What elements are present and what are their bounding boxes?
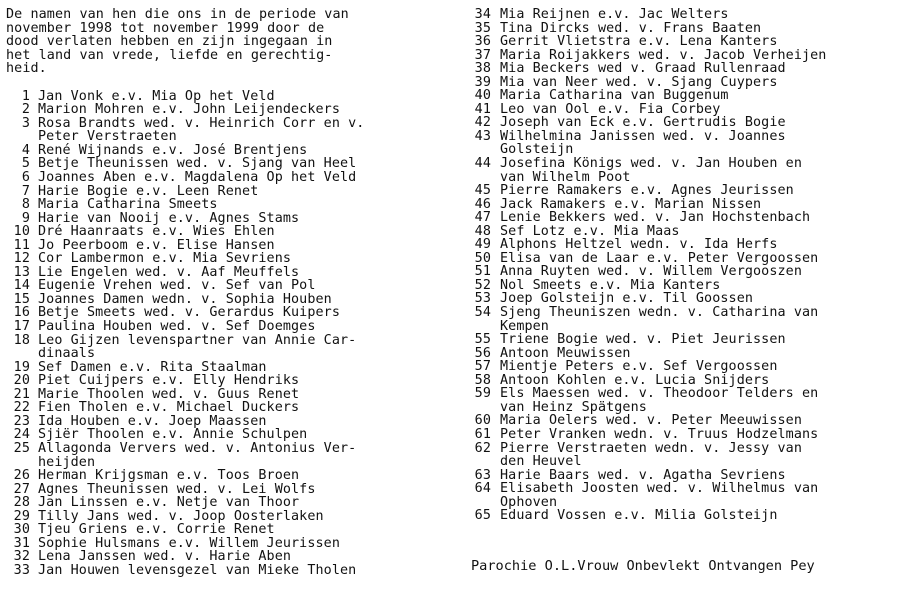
entry-name: Triene Bogie wed. v. Piet Jeurissen <box>500 332 786 348</box>
entry-name: Elisa van de Laar e.v. Peter Vergoossen <box>500 250 819 266</box>
list-item <box>6 320 446 334</box>
entry-name: Joannes Aben e.v. Magdalena Op het Veld <box>38 170 357 186</box>
entry-number: 32 <box>13 549 30 565</box>
list-item <box>470 428 898 442</box>
list-item <box>470 482 898 509</box>
list-item <box>6 564 446 578</box>
entry-number: 3 <box>21 115 30 131</box>
entry-name: Sophie Hulsmans e.v. Willem Jeurissen <box>38 535 340 551</box>
entry-number: 29 <box>13 508 30 524</box>
entry-number: 42 <box>474 115 491 131</box>
entry-name: Nol Smeets e.v. Mia Kanters <box>500 277 721 293</box>
entry-name: Piet Cuijpers e.v. Elly Hendriks <box>38 373 300 389</box>
list-item <box>470 62 898 76</box>
list-item <box>470 198 898 212</box>
entry-name: Herman Krijgsman e.v. Toos Broen <box>38 468 300 484</box>
list-item <box>470 211 898 225</box>
list-item <box>6 90 446 104</box>
entry-number: 50 <box>474 250 491 266</box>
entry-number: 8 <box>21 197 30 213</box>
entry-name: Mientje Peters e.v. Sef Vergoossen <box>500 359 778 375</box>
entry-number: 25 <box>13 440 30 456</box>
entry-number: 40 <box>474 88 491 104</box>
list-item <box>6 171 446 185</box>
list-item <box>6 185 446 199</box>
entry-number: 64 <box>474 481 491 497</box>
entry-name: Leo van Ool e.v. Fia Corbey <box>500 101 721 117</box>
list-item <box>470 8 898 22</box>
entry-name: Allagonda Ververs wed. v. Antonius Ver- heijden <box>38 440 357 470</box>
list-item <box>470 35 898 49</box>
entry-number: 35 <box>474 20 491 36</box>
entry-number: 38 <box>474 61 491 77</box>
entry-number: 6 <box>21 170 30 186</box>
entry-name: Sef Lotz e.v. Mia Maas <box>500 223 680 239</box>
list-item <box>6 266 446 280</box>
list-item <box>470 49 898 63</box>
list-item <box>470 374 898 388</box>
entry-name: Maria Catharina Smeets <box>38 197 218 213</box>
entry-name: Harie van Nooij e.v. Agnes Stams <box>38 210 300 226</box>
entry-number: 1 <box>21 88 30 104</box>
entry-name: Cor Lambermon e.v. Mia Sevriens <box>38 251 292 267</box>
entry-name: Ida Houben e.v. Joep Maassen <box>38 413 267 429</box>
entry-name: Betje Smeets wed. v. Gerardus Kuipers <box>38 305 340 321</box>
entry-name: Mia Beckers wed v. Graad Rullenraad <box>500 61 786 77</box>
entry-name: Lena Janssen wed. v. Harie Aben <box>38 549 292 565</box>
list-item <box>470 157 898 184</box>
deceased-list-right <box>470 8 898 523</box>
list-item <box>470 442 898 469</box>
entry-number: 55 <box>474 332 491 348</box>
list-item <box>6 550 446 564</box>
entry-number: 23 <box>13 413 30 429</box>
entry-number: 30 <box>13 522 30 538</box>
entry-number: 11 <box>13 237 30 253</box>
entry-number: 16 <box>13 305 30 321</box>
entry-name: Elisabeth Joosten wed. v. Wilhelmus van Ophoven <box>500 481 819 510</box>
entry-name: Jo Peerboom e.v. Elise Hansen <box>38 237 275 253</box>
entry-number: 47 <box>474 210 491 226</box>
list-item <box>470 414 898 428</box>
entry-name: Maria Oelers wed. v. Peter Meeuwissen <box>500 413 802 429</box>
entry-number: 20 <box>13 373 30 389</box>
list-item <box>6 496 446 510</box>
entry-number: 10 <box>13 224 30 240</box>
entry-name: Harie Baars wed. v. Agatha Sevriens <box>500 467 786 483</box>
entry-number: 21 <box>13 386 30 402</box>
list-item <box>6 239 446 253</box>
entry-name: Tjeu Griens e.v. Corrie Renet <box>38 522 275 538</box>
entry-number: 60 <box>474 413 491 429</box>
list-item <box>470 265 898 279</box>
entry-name: Jan Vonk e.v. Mia Op het Veld <box>38 88 275 104</box>
entry-number: 28 <box>13 495 30 511</box>
intro-paragraph: De namen van hen die ons in de periode van november 1998 tot november 1999 door de dood verlaten hebben en zijn ingegaan in het land van vrede, liefde en gerechtig- heid. <box>6 7 349 77</box>
list-item <box>470 469 898 483</box>
entry-name: Jan Houwen levensgezel van Mieke Tholen <box>38 562 357 578</box>
list-item <box>6 225 446 239</box>
entry-number: 18 <box>13 332 30 348</box>
entry-name: Dré Haanraats e.v. Wies Ehlen <box>38 224 275 240</box>
list-item <box>470 387 898 414</box>
list-item <box>6 334 446 361</box>
entry-name: Marion Mohren e.v. John Leijendeckers <box>38 102 340 118</box>
left-column <box>6 8 446 577</box>
entry-name: Maria Roijakkers wed. v. Jacob Verheijen <box>500 47 827 63</box>
entry-name: Lie Engelen wed. v. Aaf Meuffels <box>38 264 300 280</box>
entry-name: Mia Reijnen e.v. Jac Welters <box>500 7 729 22</box>
entry-name: Lenie Bekkers wed. v. Jan Hochstenbach <box>500 210 811 226</box>
entry-number: 65 <box>474 508 491 524</box>
entry-name: Maria Catharina van Buggenum <box>500 88 729 104</box>
entry-name: Pierre Ramakers e.v. Agnes Jeurissen <box>500 183 794 199</box>
entry-number: 36 <box>474 34 491 50</box>
list-item <box>6 537 446 551</box>
list-item <box>6 103 446 117</box>
list-item <box>470 89 898 103</box>
entry-number: 49 <box>474 237 491 253</box>
entry-name: Harie Bogie e.v. Leen Renet <box>38 183 259 199</box>
entry-number: 12 <box>13 251 30 267</box>
list-item <box>6 361 446 375</box>
entry-number: 2 <box>21 102 30 118</box>
entry-name: Mia van Neer wed. v. Sjang Cuypers <box>500 74 778 90</box>
list-item <box>6 483 446 497</box>
list-item <box>470 184 898 198</box>
entry-number: 34 <box>474 7 491 22</box>
entry-number: 31 <box>13 535 30 551</box>
entry-name: Joannes Damen wedn. v. Sophia Houben <box>38 291 332 307</box>
list-item <box>6 157 446 171</box>
entry-number: 26 <box>13 468 30 484</box>
entry-number: 57 <box>474 359 491 375</box>
entry-number: 53 <box>474 291 491 307</box>
entry-number: 59 <box>474 386 491 402</box>
list-item <box>6 198 446 212</box>
entry-number: 58 <box>474 372 491 388</box>
entry-number: 45 <box>474 183 491 199</box>
entry-number: 52 <box>474 277 491 293</box>
entry-number: 56 <box>474 345 491 361</box>
entry-name: Antoon Kohlen e.v. Lucia Snijders <box>500 372 770 388</box>
list-item <box>6 388 446 402</box>
entry-number: 22 <box>13 400 30 416</box>
entry-name: René Wijnands e.v. José Brentjens <box>38 142 308 158</box>
list-item <box>470 509 898 523</box>
entry-name: Fien Tholen e.v. Michael Duckers <box>38 400 300 416</box>
entry-name: Josefina Königs wed. v. Jan Houben en van Wilhelm Poot <box>500 156 802 185</box>
entry-name: Leo Gijzen levenspartner van Annie Car- dinaals <box>38 332 357 362</box>
list-item <box>6 144 446 158</box>
entry-number: 7 <box>21 183 30 199</box>
entry-name: Betje Theunissen wed. v. Sjang van Heel <box>38 156 357 172</box>
entry-number: 44 <box>474 156 491 172</box>
entry-number: 5 <box>21 156 30 172</box>
entry-name: Eduard Vossen e.v. Milia Golsteijn <box>500 508 778 524</box>
entry-number: 48 <box>474 223 491 239</box>
entry-number: 27 <box>13 481 30 497</box>
list-item <box>6 469 446 483</box>
entry-name: Pierre Verstraeten wedn. v. Jessy van den Heuvel <box>500 440 802 470</box>
entry-number: 41 <box>474 101 491 117</box>
list-item <box>470 130 898 157</box>
list-item <box>6 117 446 144</box>
list-item <box>470 347 898 361</box>
list-item <box>470 360 898 374</box>
list-item <box>6 374 446 388</box>
entry-name: Sjeng Theuniszen wedn. v. Catharina van Kempen <box>500 305 819 334</box>
list-item <box>470 306 898 333</box>
entry-number: 37 <box>474 47 491 63</box>
entry-name: Jack Ramakers e.v. Marian Nissen <box>500 196 762 212</box>
list-item <box>6 401 446 415</box>
entry-name: Agnes Theunissen wed. v. Lei Wolfs <box>38 481 316 497</box>
list-item <box>6 293 446 307</box>
list-item <box>470 116 898 130</box>
list-item <box>6 523 446 537</box>
entry-number: 4 <box>21 142 30 158</box>
entry-number: 63 <box>474 467 491 483</box>
entry-number: 24 <box>13 427 30 443</box>
list-item <box>470 333 898 347</box>
entry-name: Wilhelmina Janissen wed. v. Joannes Golsteijn <box>500 128 786 158</box>
entry-number: 61 <box>474 426 491 442</box>
entry-name: Gerrit Vlietstra e.v. Lena Kanters <box>500 34 778 50</box>
list-item <box>6 442 446 469</box>
list-item <box>6 306 446 320</box>
entry-name: Antoon Meuwissen <box>500 345 631 361</box>
entry-name: Jan Linssen e.v. Netje van Thoor <box>38 495 300 511</box>
list-item <box>6 252 446 266</box>
deceased-list-left <box>6 90 446 578</box>
entry-name: Sjiër Thoolen e.v. Annie Schulpen <box>38 427 308 443</box>
entry-name: Els Maessen wed. v. Theodoor Telders en van Heinz Spätgens <box>500 386 819 415</box>
entry-number: 19 <box>13 359 30 375</box>
entry-number: 13 <box>13 264 30 280</box>
entry-number: 43 <box>474 128 491 144</box>
entry-number: 51 <box>474 264 491 280</box>
entry-name: Rosa Brandts wed. v. Heinrich Corr en v. Peter Verstraeten <box>38 115 365 145</box>
list-item <box>470 103 898 117</box>
list-item <box>470 292 898 306</box>
list-item <box>470 22 898 36</box>
entry-name: Marie Thoolen wed. v. Guus Renet <box>38 386 300 402</box>
entry-name: Paulina Houben wed. v. Sef Doemges <box>38 319 316 335</box>
list-item <box>470 76 898 90</box>
list-item <box>6 415 446 429</box>
entry-number: 17 <box>13 319 30 335</box>
entry-name: Anna Ruyten wed. v. Willem Vergooszen <box>500 264 802 280</box>
entry-number: 15 <box>13 291 30 307</box>
entry-name: Sef Damen e.v. Rita Staalman <box>38 359 267 375</box>
list-item <box>470 279 898 293</box>
entry-name: Joep Golsteijn e.v. Til Goossen <box>500 291 754 307</box>
entry-number: 9 <box>21 210 30 226</box>
right-column <box>470 8 898 523</box>
list-item <box>470 252 898 266</box>
entry-number: 46 <box>474 196 491 212</box>
entry-name: Alphons Heltzel wedn. v. Ida Herfs <box>500 237 778 253</box>
list-item <box>470 225 898 239</box>
entry-number: 39 <box>474 74 491 90</box>
entry-name: Peter Vranken wedn. v. Truus Hodzelmans <box>500 426 819 442</box>
entry-name: Tilly Jans wed. v. Joop Oosterlaken <box>38 508 324 524</box>
list-item <box>6 428 446 442</box>
entry-name: Eugenie Vrehen wed. v. Sef van Pol <box>38 278 316 294</box>
list-item <box>6 510 446 524</box>
entry-number: 62 <box>474 440 491 456</box>
entry-name: Joseph van Eck e.v. Gertrudis Bogie <box>500 115 786 131</box>
entry-number: 14 <box>13 278 30 294</box>
entry-name: Tina Dircks wed. v. Frans Baaten <box>500 20 762 36</box>
parish-footer: Parochie O.L.Vrouw Onbevlekt Ontvangen Pey <box>471 558 815 574</box>
list-item <box>470 238 898 252</box>
list-item <box>6 279 446 293</box>
entry-number: 33 <box>13 562 30 578</box>
entry-number: 54 <box>474 305 491 321</box>
